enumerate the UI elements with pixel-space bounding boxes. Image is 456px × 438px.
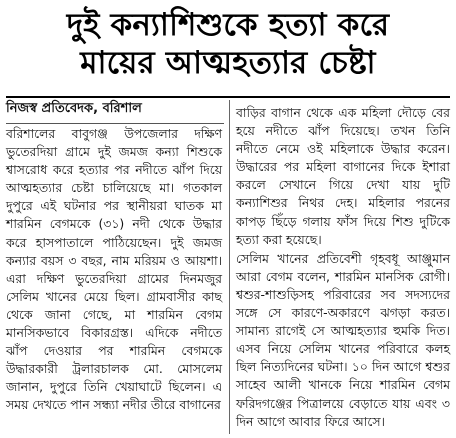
column-divider (229, 100, 230, 434)
byline-underline (6, 123, 224, 124)
article-column-right (236, 104, 450, 431)
headline-line-1: দুই কন্যাশিশুকে হত্যা করে (66, 7, 390, 43)
headline-divider (6, 96, 450, 98)
headline (0, 6, 456, 82)
byline: নিজস্ব প্রতিবেদক, বরিশাল (6, 101, 142, 116)
headline-line-2: মায়ের আত্মহত্যার চেষ্টা (80, 45, 376, 81)
paragraph: বাড়ির বাগান থেকে এক মহিলা দৌড়ে বের হয়ে নদীতে ঝাঁপ দিয়েছে। তখন তিনি নদীতে নেমে ওই মহিলাকে উদ্ধার করেন। উদ্ধারের পর মহিলা বাগানের দিকে ইশারা করলে সেখানে গিয়ে দেখা যায় দুটি কন্যাশিশুর নিথর দেহ। মহিলার পরনের কাপড় ছিঁড়ে গলায় ফাঁস দিয়ে শিশু দুটিকে হত্যা করা হয়েছে। (236, 105, 450, 247)
paragraph: সেলিম খানের প্রতিবেশী গৃহবধূ আঞ্জুমান আরা বেগম বলেন, শারমিন মানসিক রোগী। শ্বশুর-শাশুড়িসহ পরিবারের সব সদস্যদের সঙ্গে সে কারণে-অকারণে ঝগড়া করত। সামান্য রাগেই সে আত্মহত্যার হুমকি দিত। এসব নিয়ে সেলিম খানের পরিবারে কলহ ছিল নিত্যদিনের ঘটনা। ১০ দিন আগে শ্বশুর সাহেব আলী খানকে নিয়ে শারমিন বেগম ফরিদগঞ্জের পিত্রালয়ে বেড়াতে যায় এবং ৩ দিন আগে আবার ফিরে আসে। (236, 250, 450, 429)
paragraph: বরিশালের বাবুগঞ্জ উপজেলার দক্ষিণ ভুতেরদিয়া গ্রামে দুই জমজ কন্যা শিশুকে শ্বাসরোধ করে হত্যার পর নদীতে ঝাঁপ দিয়ে আত্মহত্যার চেষ্টা চালিয়েছে মা। গতকাল দুপুরে এই ঘটনার পর স্থানীয়রা ঘাতক মা শারমিন বেগমকে (৩১) নদী থেকে উদ্ধার করে হাসপাতালে পাঠিয়েছেন। দুই জমজ কন্যার বয়স ৩ বছর, নাম মরিয়ম ও আয়শা। এরা দক্ষিণ ভুতেরদিয়া গ্রামের দিনমজুর সেলিম খানের মেয়ে ছিল। গ্রামবাসীর কাছ থেকে জানা গেছে, মা শারমিন বেগম মানসিকভাবে বিকারগ্রস্ত। এদিকে নদীতে ঝাঁপ দেওয়ার পর শারমিন বেগমকে উদ্ধারকারী ট্রলারচালক মো. মোসলেম জানান, দুপুরে তিনি খেয়াঘাটে ছিলেন। এ সময় দেখতে পান সন্ধ্যা নদীর তীরে বাগানের (6, 126, 222, 413)
article-column-left (6, 125, 222, 415)
